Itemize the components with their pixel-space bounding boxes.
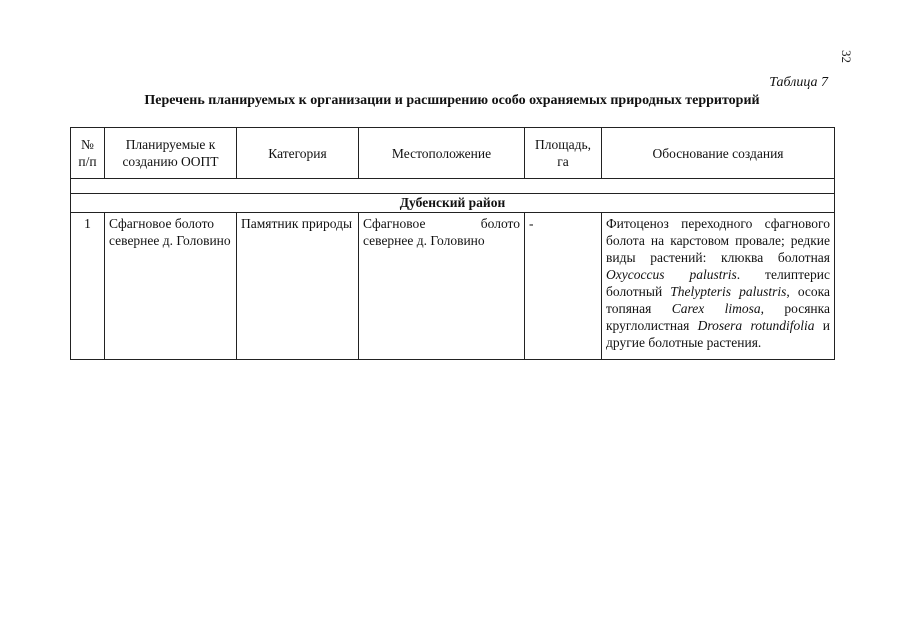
col-header-category: Категория [237,128,359,179]
justification-text-4: , росянка круглолистная [606,301,830,333]
row-name: Сфагновое болото севернее д. Головино [105,213,237,360]
col-header-location: Местоположение [359,128,525,179]
table-label: Таблица 7 [769,75,828,90]
document-title: Перечень планируемых к организации и расширению особо охраняемых природных территорий [144,93,760,108]
col-header-area: Площадь, га [525,128,602,179]
region-name: Дубенский район [71,194,835,213]
col-header-number: № п/п [71,128,105,179]
species-oxycoccus: Oxycoccus palustris [606,267,737,282]
col-header-planned-oopt: Планируемые к созданию ООПТ [105,128,237,179]
justification-text-1: Фитоценоз переходного сфагнового болота на карстовом провале; редкие виды растений: клюква болотная [606,216,830,265]
page-number: 32 [839,50,854,63]
species-drosera: Drosera rotundifolia [697,318,815,333]
justification-text-3: , осока топяная [606,284,830,316]
justification-text-5: и другие болотные растения. [606,318,831,350]
table-row [71,213,835,360]
justification-text-2: . телиптерис болотный [606,267,830,299]
species-carex: Carex limosa [671,301,761,316]
row-location: Сфагновое болото севернее д. Головино [359,213,525,360]
row-category: Памятник природы [237,213,359,360]
region-row [71,194,835,213]
table-header-row [71,128,835,179]
col-header-justification: Обоснование создания [602,128,835,179]
row-justification [602,213,835,360]
spacer-row [71,179,835,194]
row-area: - [525,213,602,360]
species-thelypteris: Thelypteris palustris [670,284,787,299]
row-number: 1 [71,213,105,360]
spacer-cell [71,179,835,194]
oopt-table [70,127,835,360]
